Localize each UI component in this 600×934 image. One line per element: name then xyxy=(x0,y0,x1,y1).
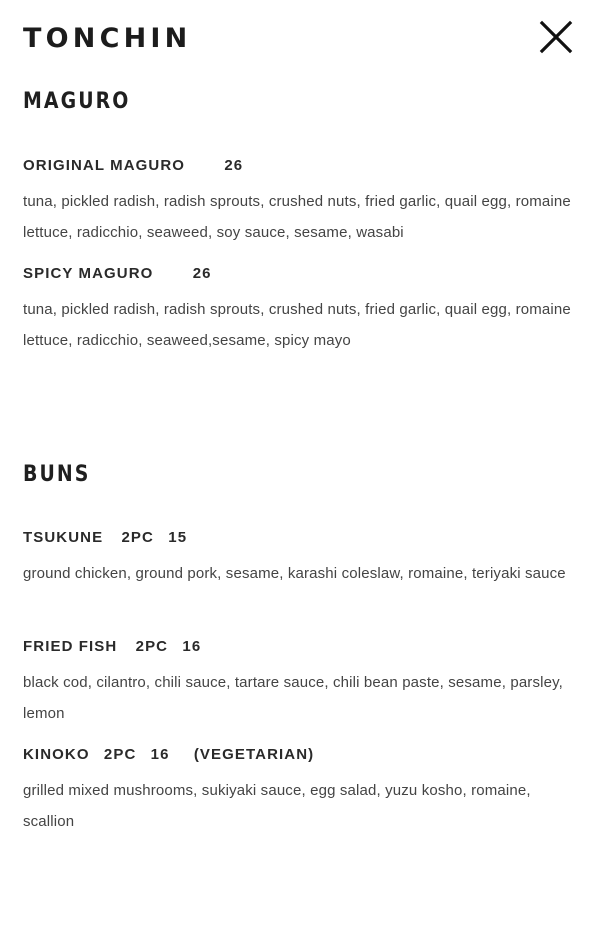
menu-item-spicy-maguro xyxy=(23,263,578,356)
item-header xyxy=(23,263,578,285)
brand-logo[interactable]: TONCHIN xyxy=(23,23,192,54)
item-header xyxy=(23,744,578,766)
item-description: tuna, pickled radish, radish sprouts, crushed nuts, fried garlic, quail egg, romaine lettuce, radicchio, seaweed, soy sauce, sesame, wasabi xyxy=(23,193,571,241)
item-header xyxy=(23,155,578,177)
item-price: 15 xyxy=(168,529,188,546)
item-price: 16 xyxy=(182,638,202,655)
item-description: grilled mixed mushrooms, sukiyaki sauce, egg salad, yuzu kosho, romaine, scallion xyxy=(23,782,531,830)
close-icon xyxy=(535,16,577,58)
item-price: 16 xyxy=(150,746,170,763)
menu-item-fried-fish xyxy=(23,636,578,729)
item-quantity: 2PC xyxy=(103,746,137,763)
item-quantity: 2PC xyxy=(135,638,169,655)
header xyxy=(0,0,600,80)
section-title-maguro: MAGURO xyxy=(23,89,131,114)
close-button[interactable] xyxy=(535,16,577,58)
menu-item-original-maguro xyxy=(23,155,578,248)
item-description: ground chicken, ground pork, sesame, karashi coleslaw, romaine, teriyaki sauce xyxy=(23,565,566,582)
item-name: KINOKO xyxy=(23,746,90,763)
item-name: SPICY MAGURO xyxy=(23,265,154,282)
item-price: 26 xyxy=(192,265,212,282)
item-description: black cod, cilantro, chili sauce, tartare sauce, chili bean paste, sesame, parsley, lemon xyxy=(23,674,563,722)
item-name: TSUKUNE xyxy=(23,529,104,546)
menu-item-tsukune xyxy=(23,527,578,589)
section-title-buns: BUNS xyxy=(23,462,91,487)
item-header xyxy=(23,636,578,658)
item-name: ORIGINAL MAGURO xyxy=(23,157,186,174)
item-name: FRIED FISH xyxy=(23,638,118,655)
menu-item-kinoko xyxy=(23,744,578,837)
item-header xyxy=(23,527,578,549)
item-dietary-note: (VEGETARIAN) xyxy=(193,746,315,763)
item-description: tuna, pickled radish, radish sprouts, crushed nuts, fried garlic, quail egg, romaine lettuce, radicchio, seaweed,sesame, spicy mayo xyxy=(23,301,571,349)
item-quantity: 2PC xyxy=(121,529,154,546)
item-price: 26 xyxy=(224,157,244,174)
